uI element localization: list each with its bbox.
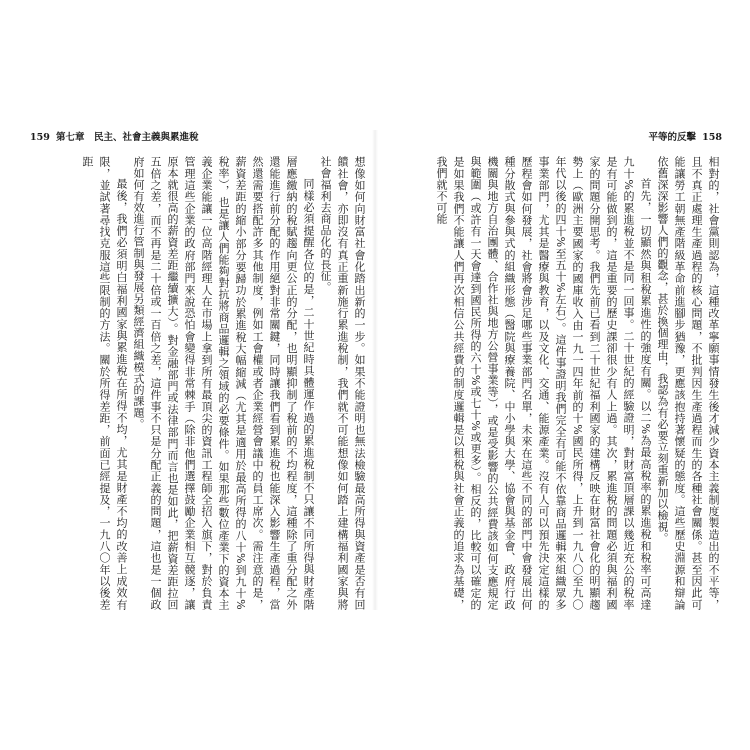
right-page-body bbox=[382, 156, 722, 610]
right-page-running-title: 平等的反擊 bbox=[648, 132, 696, 143]
left-page-body bbox=[30, 156, 368, 610]
paragraph: 首先，一切顯然與租稅累進性的強度有關。以二%為最高稅率的累進稅和稅率可高達九十%的累進稅並不是同一回事。二十世紀的經驗證明，對財富頂層課以幾近充公的稅率是有可能做到的，這是重要的歷史課卻很少有人上過。其次，累進稅的問題必須與福利國家的問題分開思考。我們先前已看到二十世紀福利國家的建構反映在財富社會化的明顯趨勢上（歐洲主要國家的國庫收入由一九一四年前的十%國民所得，上升到一九八〇至九〇年代以後的四十%至五十%左右）。這件事證明我們完全有可能不依靠商品邏輯來組織眾多事業部門，尤其是醫療與教育，以及文化、交通、能源產業。沒有人可以預先決定這樣的歷程會如何發展，社會將會涉足哪些事業部門名單，未來在這些不同的部門中會發展出何種分散式與參與式的組織形態（醫院與療養院、中小學與大學、協會與基金會、政府行政機關與地方自治團體、合作社與地方公營事業等），或是受影響的公共經費該如何支應規定與範圍（或許有一天會達到國民所得的六十%或七十%或更多）。相反的，比較可以確定的是如果我們不能讓人們再次相信公共經費的制度邏輯是以租稅與社會正義的追求為基礎，我們就不可能 bbox=[435, 156, 652, 610]
left-page bbox=[30, 130, 368, 610]
left-page-running-title: 第七章 民主、社會主義與累進稅 bbox=[56, 132, 199, 143]
paragraph: 最後，我們必須明白福利國家與累進稅在所得不均，尤其是財產不均的改善上成效有限，並試著尋找克服這些限制的方法。關於所得差距，前面已經提及，一九八〇年以後差距 bbox=[81, 156, 128, 610]
paragraph: 相對的，社會黨則認為，這種改革寧願事情發生後才減少資本主義制度製造出的不平等，且不真正處理生產過程的核心問題，不批判因生產過程而生的各種社會關係。甚至因此可能讓勞工朝無產階級革命前進腳步猶豫，更應該抱持著懷疑的態度。這些歷史淵源和辯論依舊深深影響人們的觀念，甚於換個理由，我認為有必要立刻重新加以檢視。 bbox=[656, 156, 720, 610]
left-page-number: 159 bbox=[30, 132, 50, 143]
right-page bbox=[382, 130, 722, 610]
book-gutter bbox=[372, 130, 378, 610]
right-page-header bbox=[382, 130, 722, 146]
paragraph: 同樣必須提醒各位的是，二十世紀時具體運作過的累進稅制不只讓不同所得與財產階層應繳納的稅賦趨向更公正的分配，也明顯抑制了稅前的不均程度，這種除了重分配之外還能進行前分配的作用絕對非常關鍵，同時讓我們看到累進稅也能深入影響生產過程，當然還需要搭配許多其他制度，例如工會權或者企業經營會議中的員工席次。需注意的是，薪資差距的縮小部分要歸功於累進稅大幅縮減（尤其是適用於最高所得的八十%到九十%稅率），也是讓人們能夠對抗將商品邏輯之領域的必要條件。如果那些數位產業下的資本主義企業能讓一位高階經理人在市場上拿到所有最頂尖的資訊工程師全招入旗下，對於負責管理這些企業的政府部門來說恐怕會變得非常棘手（除非他們選擇鼓勵企業相互競逐，讓原本就很高的薪資差距繼續擴大）。對金融部門或法律部門而言也是如此，把薪資差距拉回五倍之差，而不再是二十倍或一百倍之差，這件事不只是分配正義的問題，這也是一個政府如何有效進行管制與發展另類經濟組織模式的課題。 bbox=[132, 156, 315, 610]
left-page-header bbox=[30, 130, 368, 146]
paragraph: 想像如何向財富社會化踏出新的一步。如果不能證明也無法檢驗最高所得與資產是否有回饋社會，亦即沒有真正重新施行累進稅制，我們就不可能想像如何踏上建構福利國家與將社會福利去商品化的長征。 bbox=[319, 156, 366, 610]
right-page-number: 158 bbox=[702, 132, 722, 143]
